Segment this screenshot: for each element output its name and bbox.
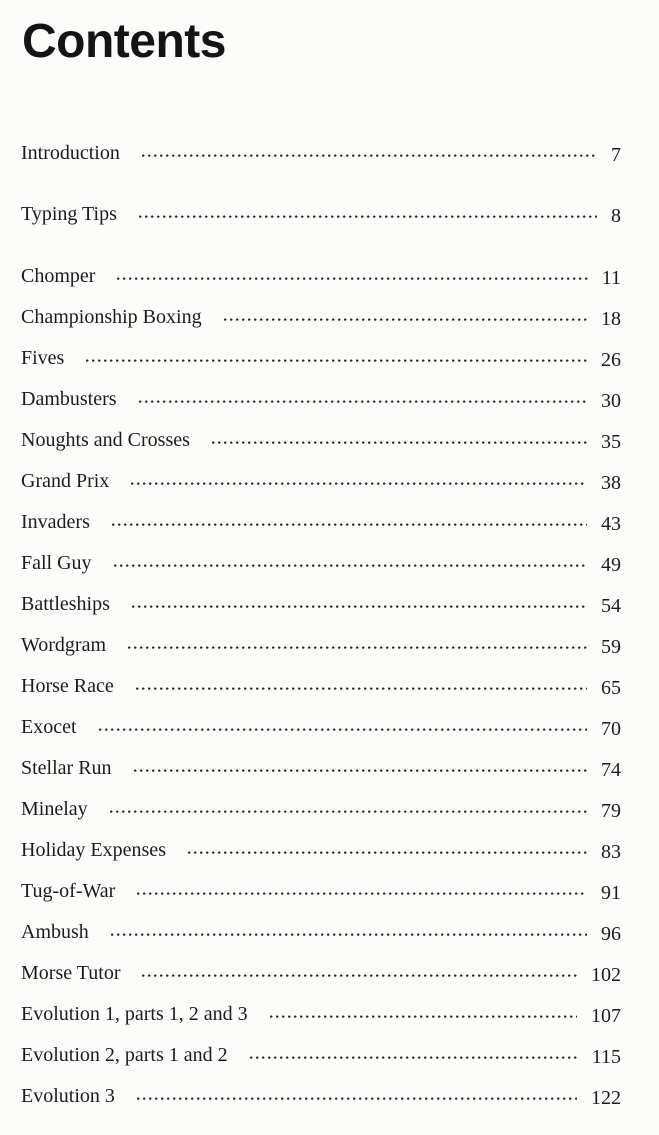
toc-entry	[21, 511, 621, 537]
dot-leader	[142, 154, 597, 158]
toc-entry	[21, 265, 621, 291]
toc-entry-page: 79	[601, 800, 621, 822]
toc-entry-page: 8	[611, 205, 621, 227]
toc-entry-page: 18	[601, 308, 621, 330]
toc-entry-page: 54	[601, 595, 621, 617]
dot-leader	[250, 1056, 578, 1060]
toc-entry-page: 11	[601, 267, 621, 289]
toc-entry-label: Horse Race	[21, 675, 114, 697]
toc-entry	[21, 962, 621, 988]
toc-entry-page: 107	[591, 1005, 621, 1027]
toc-entry-label: Morse Tutor	[21, 962, 121, 984]
dot-leader	[134, 769, 587, 773]
toc-entry	[21, 839, 621, 865]
toc-entry-page: 49	[601, 554, 621, 576]
toc-entry	[21, 716, 621, 742]
dot-leader	[132, 605, 587, 609]
dot-leader	[112, 523, 587, 527]
toc-entry-label: Stellar Run	[21, 757, 112, 779]
toc-entry	[21, 470, 621, 496]
dot-leader	[224, 318, 587, 322]
dot-leader	[212, 441, 587, 445]
toc-entry-label: Tug-of-War	[21, 880, 116, 902]
toc-entry	[21, 593, 621, 619]
dot-leader	[128, 646, 587, 650]
toc-entry-label: Battleships	[21, 593, 110, 615]
dot-leader	[142, 974, 577, 978]
toc-entry-page: 83	[601, 841, 621, 863]
dot-leader	[114, 564, 587, 568]
toc-entry-label: Noughts and Crosses	[21, 429, 190, 451]
toc-entry-page: 115	[591, 1046, 621, 1068]
toc-entry	[21, 1003, 621, 1029]
toc-entry-page: 74	[601, 759, 621, 781]
toc-entry-label: Ambush	[21, 921, 89, 943]
toc-entry	[21, 880, 621, 906]
toc-entry	[21, 429, 621, 455]
toc-entry	[21, 142, 621, 168]
toc-entry-label: Evolution 1, parts 1, 2 and 3	[21, 1003, 248, 1025]
dot-leader	[110, 810, 587, 814]
toc-entry-label: Chomper	[21, 265, 96, 287]
toc-entry-page: 102	[591, 964, 621, 986]
toc-entry-label: Exocet	[21, 716, 77, 738]
toc-entry-label: Minelay	[21, 798, 88, 820]
dot-leader	[137, 1097, 577, 1101]
toc-entry	[21, 675, 621, 701]
toc-entry-label: Holiday Expenses	[21, 839, 166, 861]
toc-entry	[21, 347, 621, 373]
toc-entry-page: 122	[591, 1087, 621, 1109]
toc-entry-label: Evolution 2, parts 1 and 2	[21, 1044, 228, 1066]
toc-entry	[21, 552, 621, 578]
toc-entry	[21, 306, 621, 332]
dot-leader	[117, 277, 588, 281]
toc-entry-page: 7	[611, 144, 621, 166]
toc-entry-page: 35	[601, 431, 621, 453]
toc-entry-page: 70	[601, 718, 621, 740]
toc-entry	[21, 388, 621, 414]
toc-entry-label: Dambusters	[21, 388, 117, 410]
toc-entry	[21, 921, 621, 947]
toc-entry-label: Invaders	[21, 511, 90, 533]
toc-entry-label: Fives	[21, 347, 65, 369]
toc-entry	[21, 757, 621, 783]
dot-leader	[131, 482, 587, 486]
toc-entry	[21, 203, 621, 229]
page-title: Contents	[22, 15, 226, 68]
toc-entry	[21, 1085, 621, 1111]
toc-entry	[21, 1044, 621, 1070]
dot-leader	[111, 933, 587, 937]
toc-entry-page: 65	[601, 677, 621, 699]
dot-leader	[99, 728, 587, 732]
dot-leader	[188, 851, 587, 855]
toc-entry-page: 43	[601, 513, 621, 535]
dot-leader	[137, 892, 587, 896]
toc-entry-label: Wordgram	[21, 634, 107, 656]
toc-entry-page: 59	[601, 636, 621, 658]
toc-entry-label: Grand Prix	[21, 470, 110, 492]
toc-entry-page: 30	[601, 390, 621, 412]
toc-entry-page: 26	[601, 349, 621, 371]
dot-leader	[270, 1015, 577, 1019]
dot-leader	[139, 215, 597, 219]
toc-entry-label: Fall Guy	[21, 552, 92, 574]
toc-entry	[21, 798, 621, 824]
toc-entry-page: 91	[601, 882, 621, 904]
toc-entry-label: Introduction	[21, 142, 120, 164]
toc-entry-page: 38	[601, 472, 621, 494]
toc-entry-label: Typing Tips	[21, 203, 117, 225]
dot-leader	[86, 359, 587, 363]
dot-leader	[139, 400, 587, 404]
toc-entry-label: Championship Boxing	[21, 306, 202, 328]
toc-entry-label: Evolution 3	[21, 1085, 115, 1107]
toc-entry-page: 96	[601, 923, 621, 945]
dot-leader	[136, 687, 587, 691]
toc-entry	[21, 634, 621, 660]
